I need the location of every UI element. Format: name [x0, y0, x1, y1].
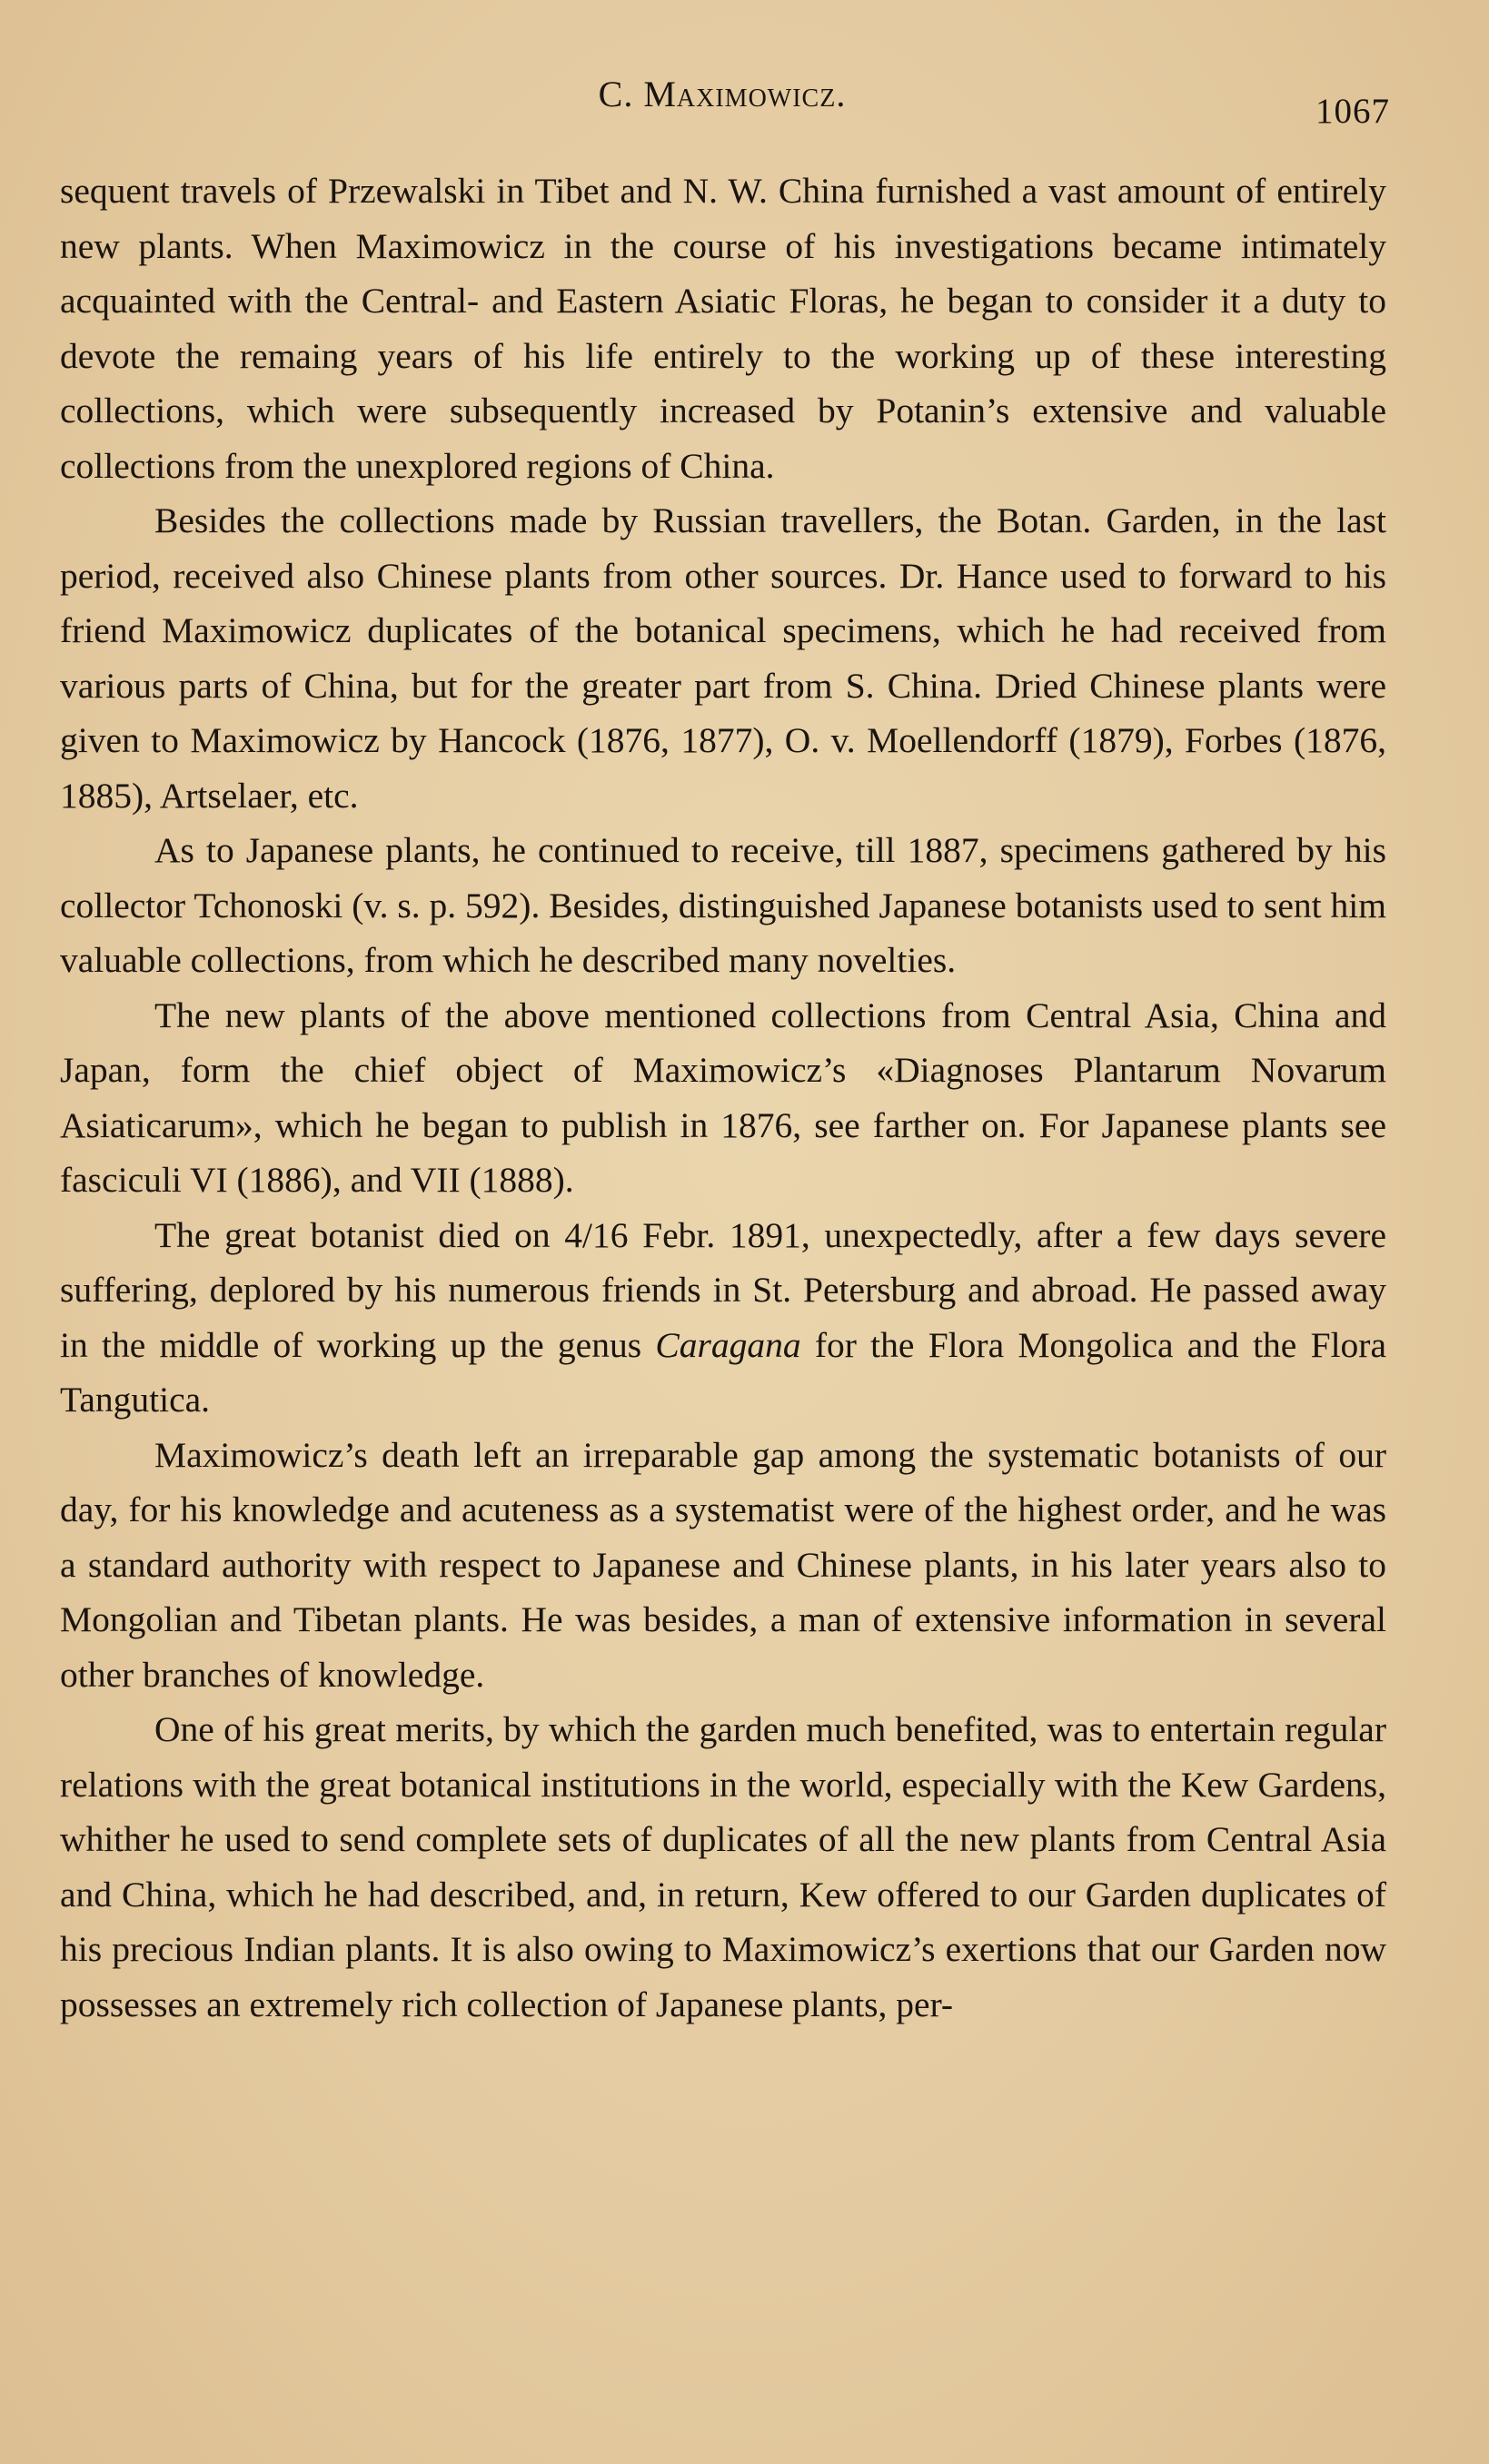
running-head — [55, 73, 1390, 136]
paragraph-1: sequent travels of Przewalski in Tibet and N. W. China furnished a vast amount of entirely new plants. When Maximowicz in the course of his investigations became intimately acquainted with the Central- and Eastern Asiatic Floras, he began to consider it a duty to devote the remaing years of his life entirely to the working up of these interesting collections, which were subsequently increased by Potanin’s extensive and valuable collections from the unexplored regions of China. — [60, 171, 1386, 486]
author-surname: Maximowicz. — [643, 74, 847, 114]
running-title — [55, 73, 1390, 115]
genus-name: Caragana — [655, 1324, 801, 1365]
body-text — [60, 163, 1386, 2032]
author-initial: C. — [598, 74, 644, 114]
paragraph-2: Besides the collections made by Russian travellers, the Botan. Garden, in the last period, received also Chinese plants from other sources. Dr. Hance used to forward to his friend Maximowicz duplicates of the botanical specimens, which he had received from various parts of China, but for the greater part from S. China. Dried Chinese plants were given to Maximowicz by Hancock (1876, 1877), O. v. Moellendorff (1879), Forbes (1876, 1885), Artselaer, etc. — [60, 500, 1386, 816]
paragraph-5-text-before: The great botanist died on 4/16 Febr. 1891, unexpectedly, after a few days severe suffering, deplored by his numerous friends in St. Petersburg and abroad. He passed away in the middle of working up the genus — [60, 1214, 1386, 1365]
paragraph-5 — [60, 1208, 1386, 1428]
paragraph-6: Maximowicz’s death left an irreparable gap among the systematic botanists of our day, for his knowledge and acuteness as a systematist were of the highest order, and he was a standard authority with respect to Japanese and Chinese plants, in his later years also to Mongolian and Tibetan plants. He was besides, a man of extensive information in several other branches of knowledge. — [60, 1434, 1386, 1695]
paragraph-4: The new plants of the above mentioned collections from Central Asia, China and Japan, form the chief object of Maximowicz’s «Diagnoses Plantarum Novarum Asiaticarum», which he began to publish in 1876, see farther on. For Japanese plants see fasciculi VI (1886), and VII (1888). — [60, 995, 1386, 1200]
paragraph-5-text-after: for the Flora Mongolica and the Flora Tangutica. — [60, 1324, 1386, 1420]
paragraph-7: One of his great merits, by which the garden much benefited, was to entertain regular relations with the great botanical institutions in the world, especially with the Kew Gardens, whither he used to send complete sets of duplicates of all the new plants from Central Asia and China, which he had described, and, in return, Kew offered to our Garden duplicates of his precious Indian plants. It is also owing to Maximowicz’s exertions that our Garden now possesses an extremely rich collection of Japanese plants, per- — [60, 1709, 1386, 2024]
paragraph-3: As to Japanese plants, he continued to receive, till 1887, specimens gathered by his collector Tchonoski (v. s. p. 592). Besides, distinguished Japanese botanists used to sent him valuable collections, from which he described many novelties. — [60, 830, 1386, 980]
page-number: 1067 — [1315, 92, 1390, 131]
